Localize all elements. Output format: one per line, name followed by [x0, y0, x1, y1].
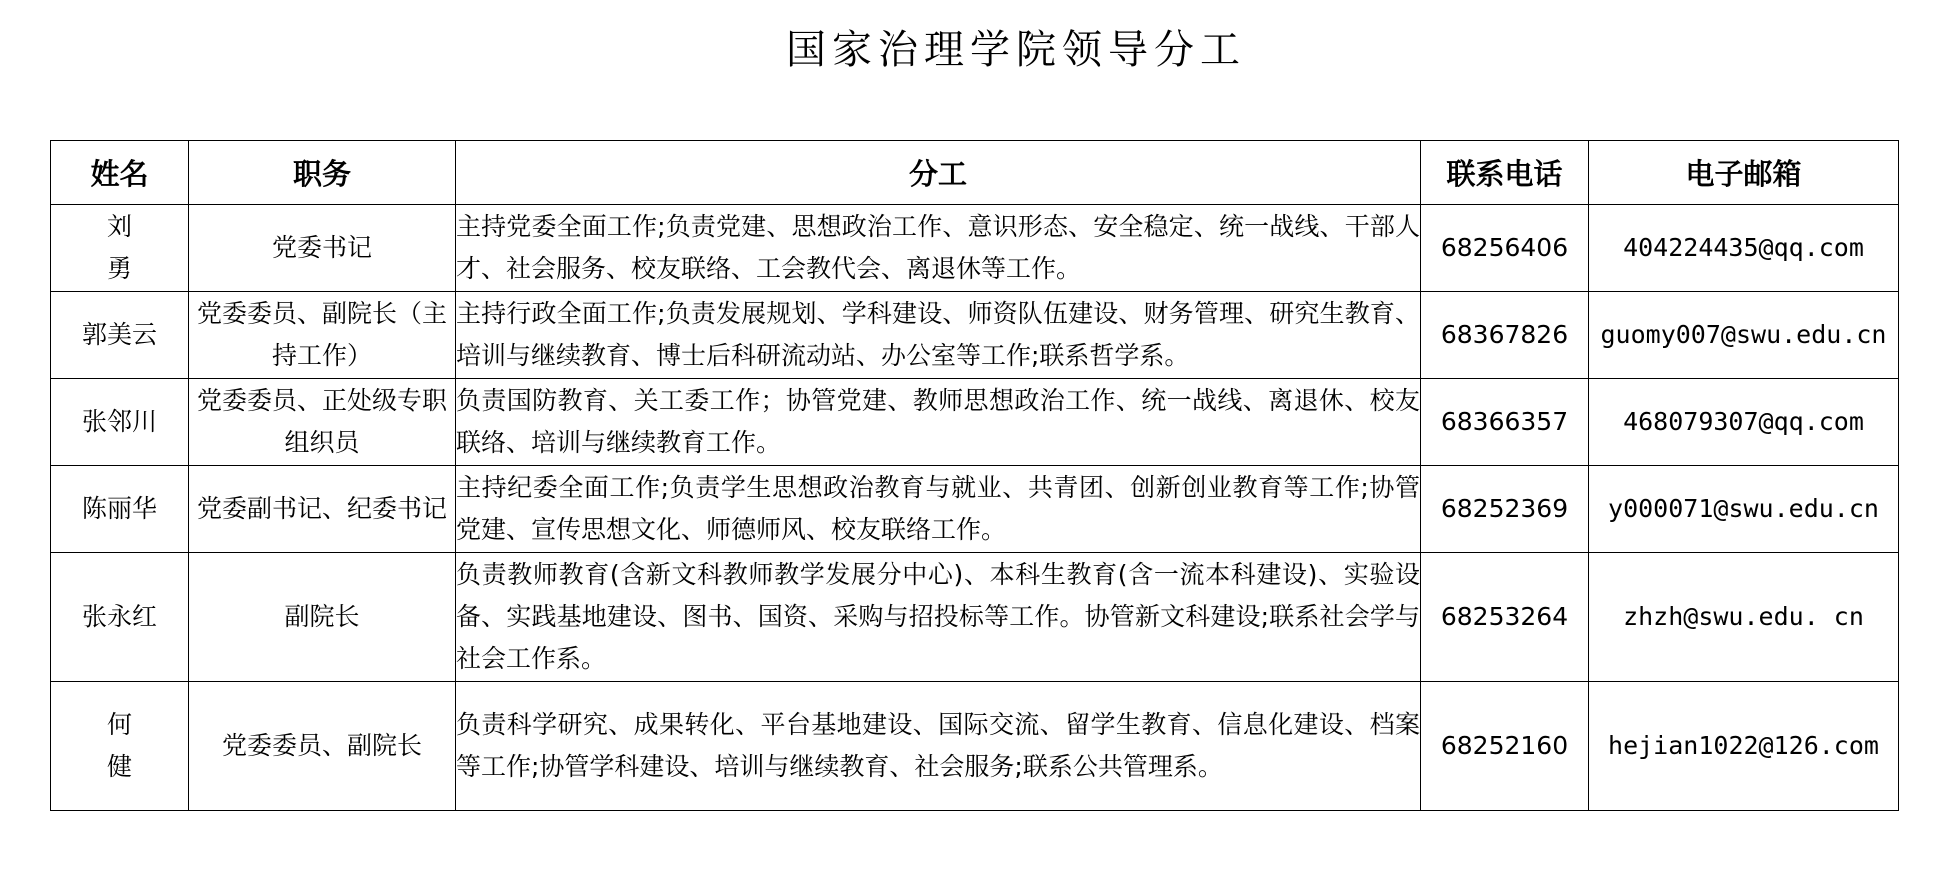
- page-title: 国家治理学院领导分工: [786, 27, 1246, 73]
- phone-cell: 68256406: [1421, 205, 1589, 292]
- header-email: 电子邮箱: [1589, 141, 1899, 205]
- table-row: [51, 205, 1899, 292]
- header-name: 姓名: [51, 141, 189, 205]
- name-cell: 何 健: [51, 682, 189, 811]
- position-cell: 党委委员、副院长（主持工作）: [189, 292, 456, 379]
- phone-cell: 68253264: [1421, 553, 1589, 682]
- duties-cell: 主持行政全面工作;负责发展规划、学科建设、师资队伍建设、财务管理、研究生教育、培训与继续教育、博士后科研流动站、办公室等工作;联系哲学系。: [456, 292, 1421, 379]
- name-cell: 张邻川: [51, 379, 189, 466]
- phone-cell: 68367826: [1421, 292, 1589, 379]
- email-cell: y000071@swu.edu.cn: [1589, 466, 1899, 553]
- name-cell: 陈丽华: [51, 466, 189, 553]
- email-cell: zhzh@swu.edu. cn: [1589, 553, 1899, 682]
- phone-cell: 68252160: [1421, 682, 1589, 811]
- phone-cell: 68252369: [1421, 466, 1589, 553]
- duties-cell: 主持党委全面工作;负责党建、思想政治工作、意识形态、安全稳定、统一战线、干部人才、社会服务、校友联络、工会教代会、离退休等工作。: [456, 205, 1421, 292]
- duties-cell: 负责国防教育、关工委工作；协管党建、教师思想政治工作、统一战线、离退休、校友联络、培训与继续教育工作。: [456, 379, 1421, 466]
- email-cell: 404224435@qq.com: [1589, 205, 1899, 292]
- email-cell: 468079307@qq.com: [1589, 379, 1899, 466]
- name-cell: 郭美云: [51, 292, 189, 379]
- header-position: 职务: [189, 141, 456, 205]
- table-row: [51, 379, 1899, 466]
- table-row: [51, 682, 1899, 811]
- position-cell: 党委委员、副院长: [189, 682, 456, 811]
- table-row: [51, 553, 1899, 682]
- name-cell: 张永红: [51, 553, 189, 682]
- table-row: [51, 292, 1899, 379]
- position-cell: 副院长: [189, 553, 456, 682]
- phone-cell: 68366357: [1421, 379, 1589, 466]
- email-cell: guomy007@swu.edu.cn: [1589, 292, 1899, 379]
- duties-cell: 负责科学研究、成果转化、平台基地建设、国际交流、留学生教育、信息化建设、档案等工作;协管学科建设、培训与继续教育、社会服务;联系公共管理系。: [456, 682, 1421, 811]
- table-header-row: [51, 141, 1899, 205]
- position-cell: 党委委员、正处级专职组织员: [189, 379, 456, 466]
- duties-cell: 主持纪委全面工作;负责学生思想政治教育与就业、共青团、创新创业教育等工作;协管党建、宣传思想文化、师德师风、校友联络工作。: [456, 466, 1421, 553]
- leadership-table: [50, 140, 1899, 811]
- header-duties: 分工: [456, 141, 1421, 205]
- duties-cell: 负责教师教育(含新文科教师教学发展分中心)、本科生教育(含一流本科建设)、实验设备、实践基地建设、图书、国资、采购与招投标等工作。协管新文科建设;联系社会学与社会工作系。: [456, 553, 1421, 682]
- table-row: [51, 466, 1899, 553]
- position-cell: 党委书记: [189, 205, 456, 292]
- header-phone: 联系电话: [1421, 141, 1589, 205]
- position-cell: 党委副书记、纪委书记: [189, 466, 456, 553]
- email-cell: hejian1022@126.com: [1589, 682, 1899, 811]
- name-cell: 刘 勇: [51, 205, 189, 292]
